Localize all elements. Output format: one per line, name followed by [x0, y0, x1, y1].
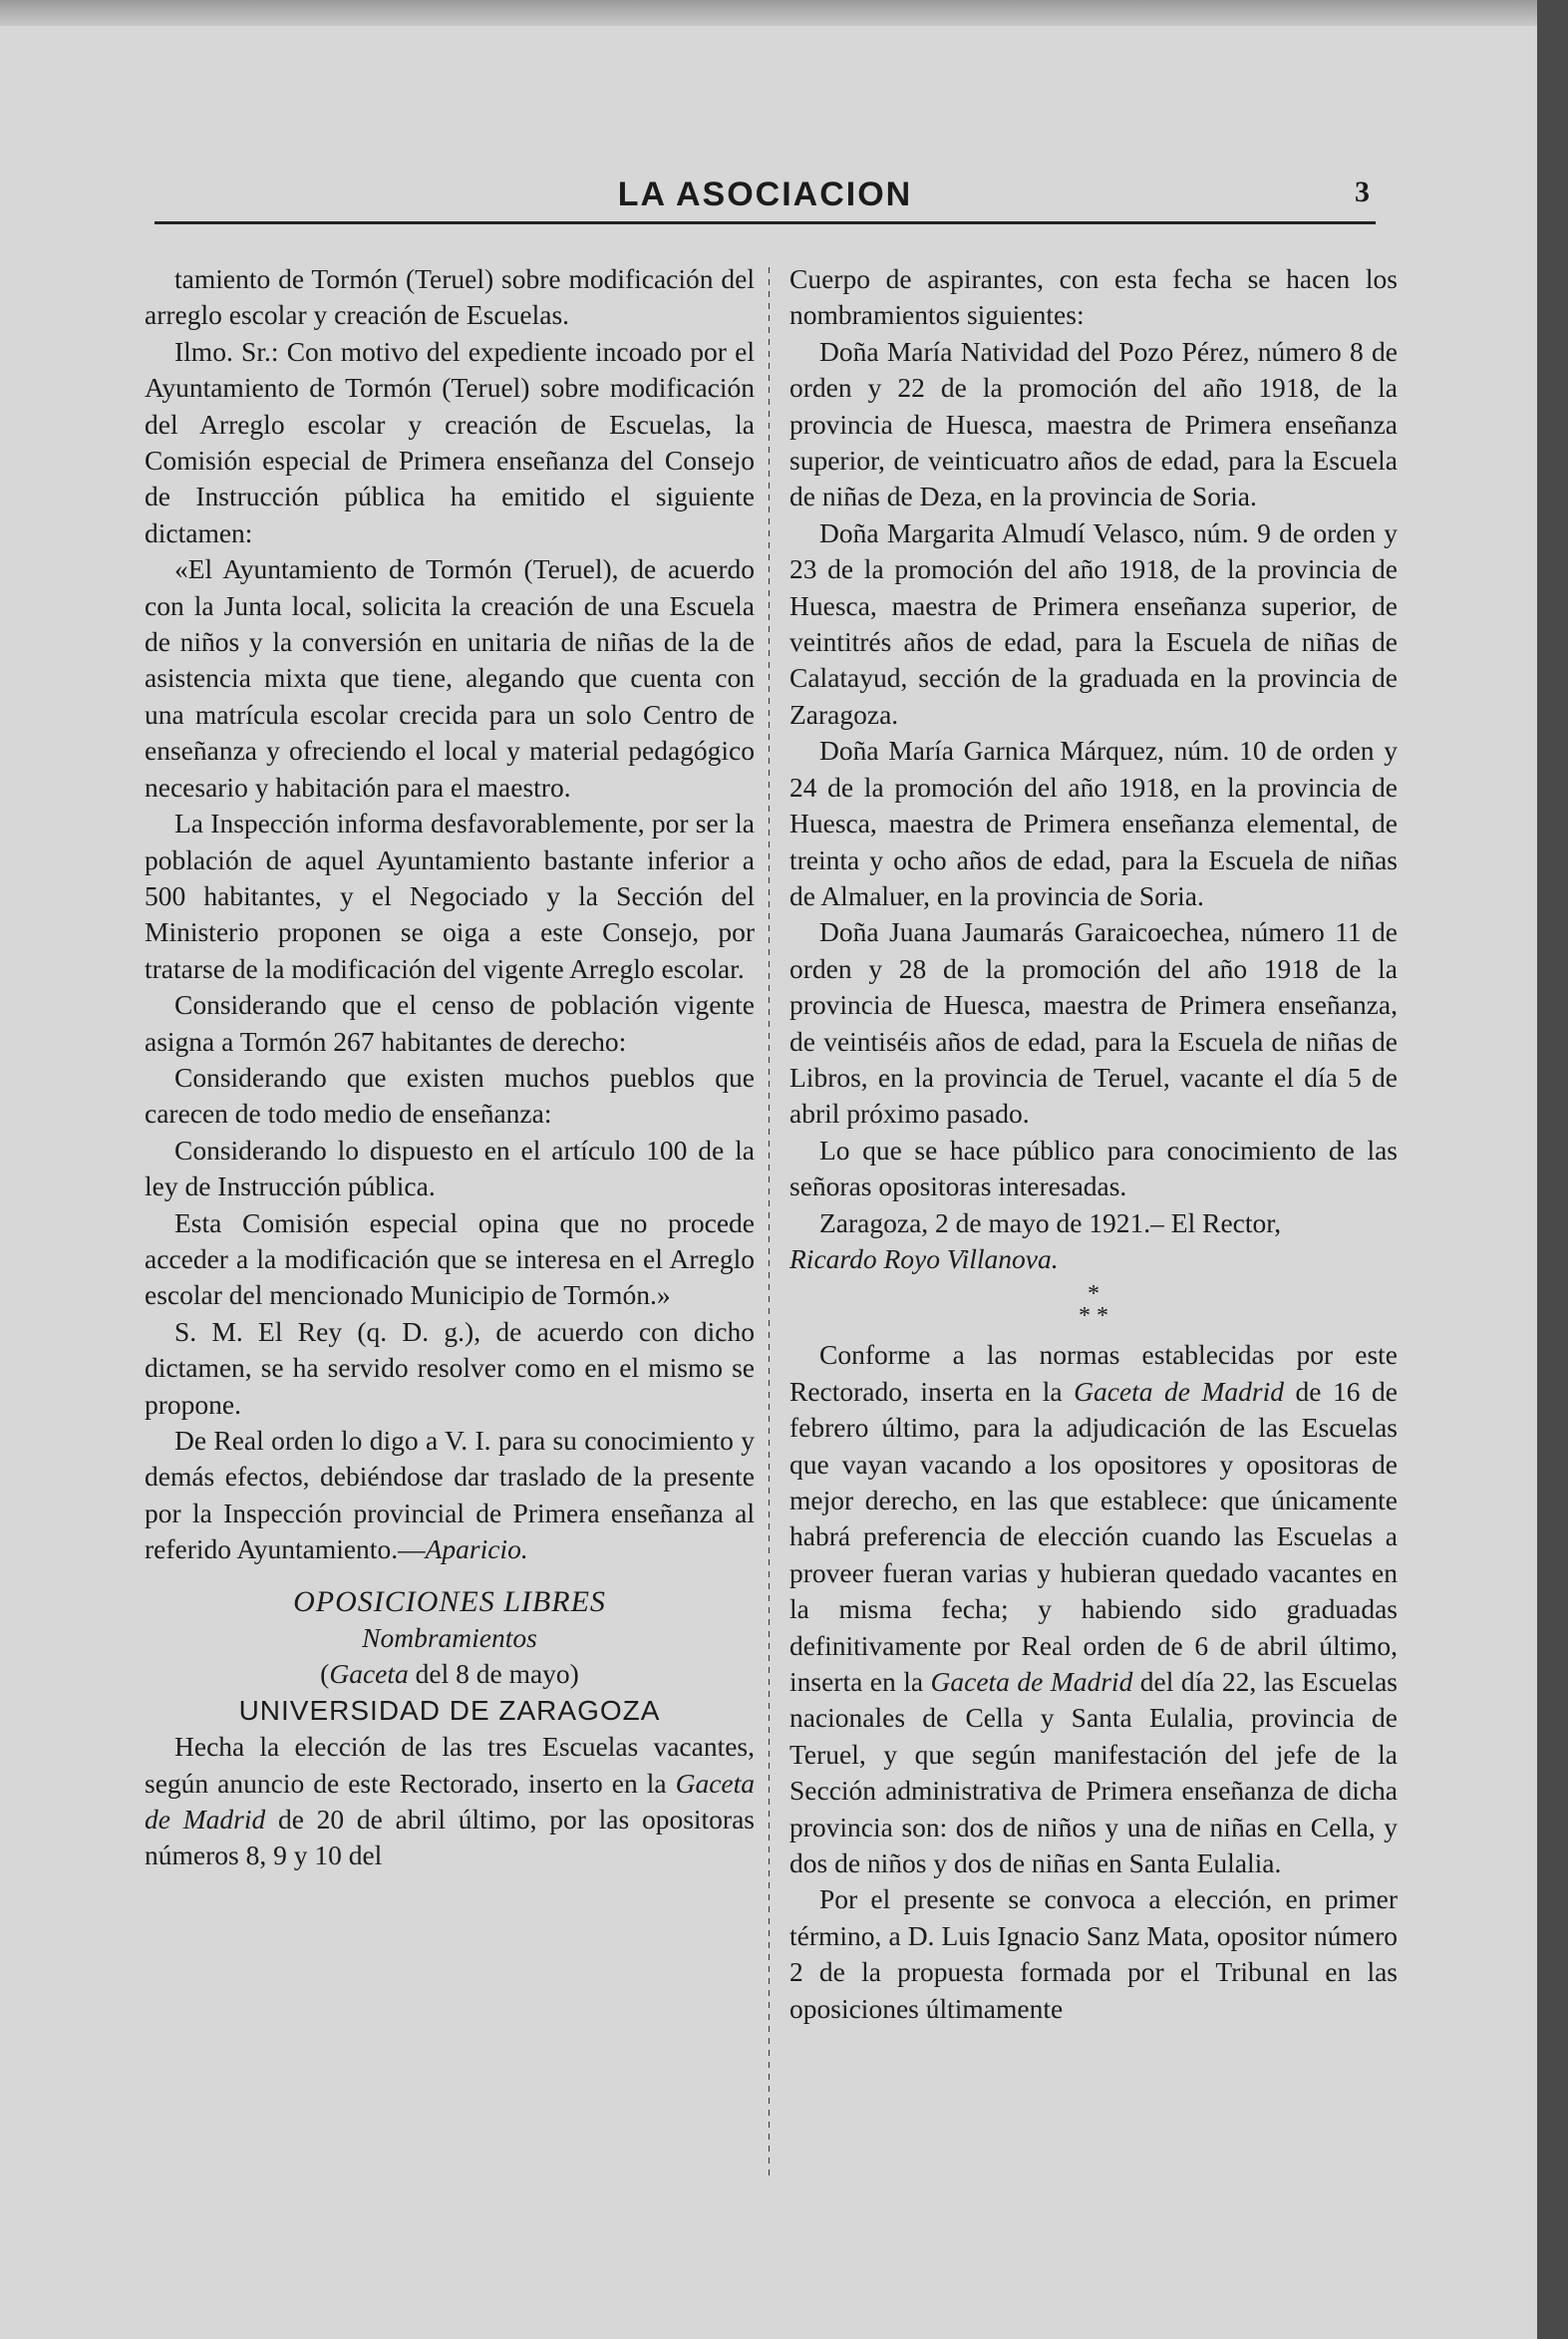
paragraph — [789, 1337, 1398, 1881]
gaceta-reference — [145, 1656, 755, 1692]
header-rule — [155, 221, 1376, 224]
paragraph: Cuerpo de aspirantes, con esta fecha se hacen los nombramientos siguientes: — [789, 263, 1398, 331]
page-header — [155, 169, 1376, 229]
right-column — [789, 261, 1398, 2027]
gaceta-title: Gaceta de Madrid — [145, 1767, 755, 1836]
gaceta-title: Gaceta de Madrid — [1074, 1375, 1284, 1407]
paragraph — [145, 1729, 755, 1874]
gaceta-word: Gaceta — [329, 1658, 409, 1690]
paragraph-text: del día 22, las Escuelas nacionales de Cella y Santa Eulalia, provincia de Teruel, y que según manifestación del jefe de la Sección administrativa de Primera enseñanza de dicha provincia son: dos de niños y una de niñas en Cella, y dos de niños y dos de niñas en Santa Eulalia. — [789, 1666, 1398, 1879]
section-subtitle: Nombramientos — [362, 1622, 537, 1654]
paragraph-text: de 16 de febrero último, para la adjudicación de las Escuelas que vayan vacando a los opositores y opositoras de mejor derecho, en las que establece: que únicamente habrá preferencia de elección cuando las Escuelas a proveer fueran varias y hubieran quedado vacantes en la misma fecha; y habiendo sido graduadas definitivamente por Real orden de 6 de abril último, inserta en la — [789, 1375, 1398, 1698]
gaceta-date: del 8 de mayo) — [408, 1658, 579, 1690]
paragraph: Considerando lo dispuesto en el artículo 100 de la ley de Instrucción pública. — [145, 1134, 755, 1202]
paragraph: Doña María Garnica Márquez, núm. 10 de orden y 24 de la promoción del año 1918, en la provincia de Huesca, maestra de Primera enseñanza elemental, de treinta y ocho años de edad, para la Escuela de niñas de Almaluer, en la provincia de Soria. — [789, 735, 1398, 911]
paragraph-text: Conforme a las normas establecidas por este Rectorado, inserta en la — [789, 1339, 1398, 1407]
university-heading: UNIVERSIDAD DE ZARAGOZA — [238, 1694, 661, 1726]
paragraph: S. M. El Rey (q. D. g.), de acuerdo con dicho dictamen, se ha servido resolver como en el mismo se propone. — [145, 1315, 755, 1420]
gaceta-title: Gaceta de Madrid — [930, 1666, 1133, 1698]
page-number: 3 — [1355, 175, 1370, 208]
paragraph: Esta Comisión especial opina que no procede acceder a la modificación que se interesa en el Arreglo escolar del mencionado Municipio de Tormón.» — [145, 1206, 755, 1311]
paragraph: Doña Margarita Almudí Velasco, núm. 9 de orden y 23 de la promoción del año 1918, de la provincia de Huesca, maestra de Primera enseñanza superior, de veintitrés años de edad, para la Escuela de niñas de Calatayud, sección de la graduada en la provincia de Zaragoza. — [789, 516, 1398, 730]
paragraph: «El Ayuntamiento de Tormón (Teruel), de acuerdo con la Junta local, solicita la creación de una Escuela de niños y la conversión en unitaria de niñas de la de asistencia mixta que tiene, alegando que cuenta con una matrícula escolar crecida para un solo Centro de enseñanza y ofreciendo el local y material pedagógico necesario y habitación para el maestro. — [145, 553, 755, 803]
paragraph: tamiento de Tormón (Teruel) sobre modificación del arreglo escolar y creación de Escuelas. — [145, 263, 755, 331]
publication-title: LA ASOCIACION — [617, 175, 913, 213]
paragraph: La Inspección informa desfavorablemente, por ser la población de aquel Ayuntamiento bastante inferior a 500 habitantes, y el Negociado y la Sección del Ministerio proponen se oiga a este Consejo, por tratarse de la modificación del vigente Arreglo escolar. — [145, 808, 755, 984]
paragraph: Considerando que existen muchos pueblos que carecen de todo medio de enseñanza: — [145, 1061, 755, 1130]
asterisk-bottom: * * — [1079, 1303, 1108, 1330]
signature-line: Zaragoza, 2 de mayo de 1921.– El Rector, — [819, 1206, 1282, 1238]
column-divider — [769, 267, 770, 2181]
paragraph: Doña María Natividad del Pozo Pérez, número 8 de orden y 22 de la promoción del año 1918, de la provincia de Huesca, maestra de Primera enseñanza superior, de veinticuatro años de edad, para la Escuela de niñas de Deza, en la provincia de Soria. — [789, 335, 1398, 512]
section-title: OPOSICIONES LIBRES — [293, 1584, 606, 1618]
gaceta-open: ( — [320, 1658, 330, 1690]
paragraph: Considerando que el censo de población vigente asigna a Tormón 267 habitantes de derecho: — [145, 989, 755, 1057]
paragraph: Lo que se hace público para conocimiento de las señoras opositoras interesadas. — [789, 1134, 1398, 1202]
left-column — [145, 261, 755, 1874]
asterisk-top: * — [1088, 1281, 1099, 1308]
paragraph: Ilmo. Sr.: Con motivo del expediente incoado por el Ayuntamiento de Tormón (Teruel) sobre modificación del Arreglo escolar y creación de Escuelas, la Comisión especial de Primera enseñanza del Consejo de Instrucción pública ha emitido el siguiente dictamen: — [145, 335, 755, 548]
paragraph: Doña Juana Jaumarás Garaicoechea, número 11 de orden y 28 de la promoción del año 1918 de la provincia de Huesca, maestra de Primera enseñanza, de veintiséis años de edad, para la Escuela de niñas de Libros, en la provincia de Teruel, vacante el día 5 de abril próximo pasado. — [789, 916, 1398, 1130]
section-separator — [789, 1281, 1398, 1330]
signature-name: Ricardo Royo Villanova. — [789, 1242, 1059, 1274]
scan-edge-right — [1537, 0, 1568, 2339]
paragraph: Por el presente se convoca a elección, en primer término, a D. Luis Ignacio Sanz Mata, opositor número 2 de la propuesta formada por el Tribunal en las oposiciones últimamente — [789, 1883, 1398, 2024]
signer: Aparicio. — [425, 1533, 528, 1565]
paragraph-text: De Real orden lo digo a V. I. para su conocimiento y demás efectos, debiéndose dar traslado de la presente por la Inspección provincial de Primera enseñanza al referido Ayuntamiento.— — [145, 1425, 755, 1565]
paragraph — [145, 1423, 755, 1568]
paragraph-text: de 20 de abril último, por las opositoras números 8, 9 y 10 del — [145, 1804, 755, 1871]
paragraph-text: Hecha la elección de las tres Escuelas vacantes, según anuncio de este Rectorado, inserto en la — [145, 1731, 755, 1799]
